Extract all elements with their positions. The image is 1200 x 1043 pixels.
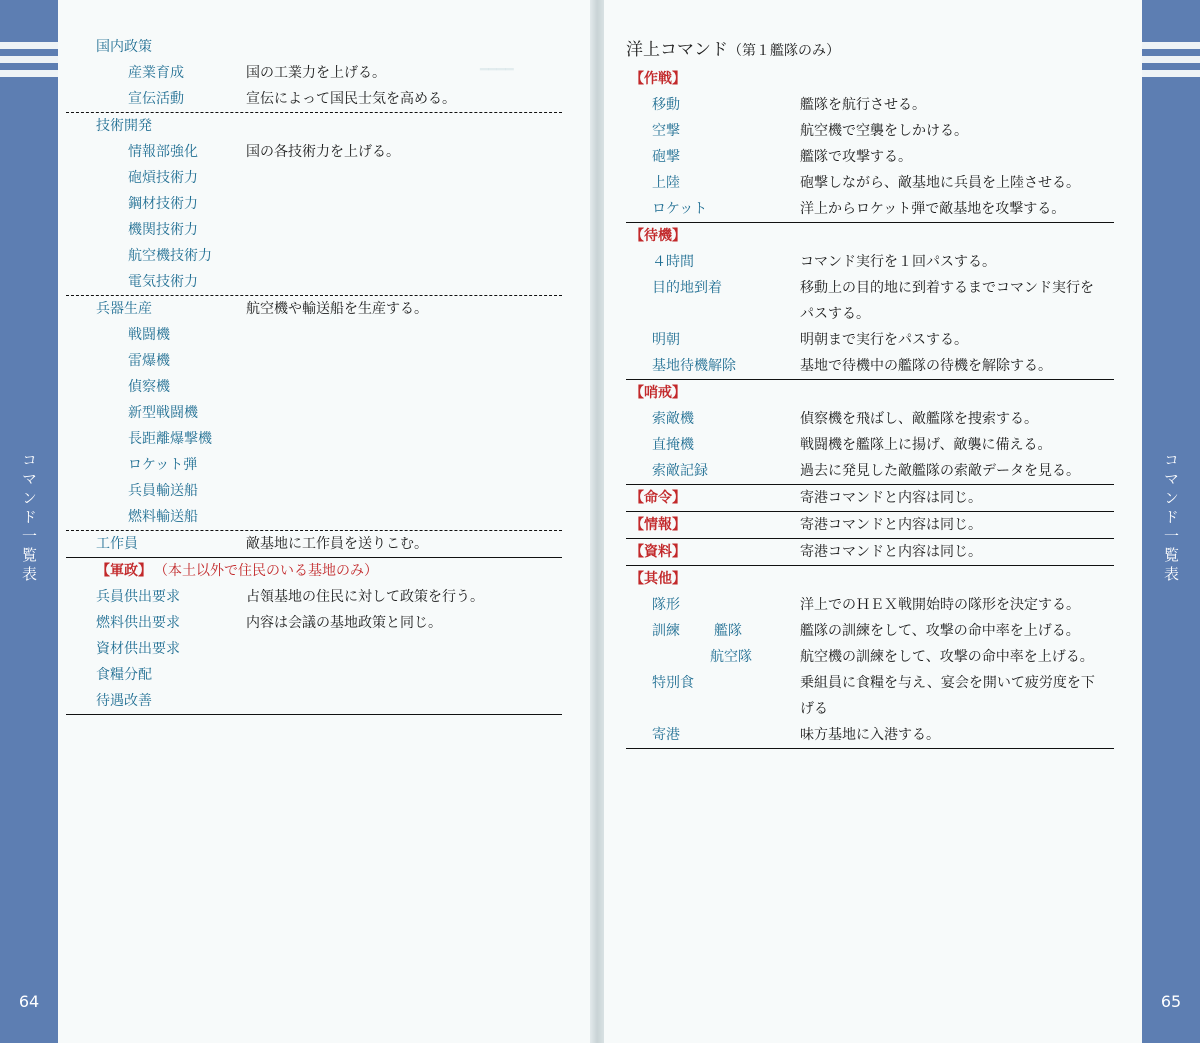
ghost-text: ━━━━	[480, 62, 514, 78]
command-description: 基地で待機中の艦隊の待機を解除する。	[800, 358, 1052, 374]
command-label: 産業育成	[128, 65, 184, 81]
right-page-number: 65	[1160, 992, 1182, 1011]
command-label: 雷爆機	[128, 353, 170, 369]
command-row	[626, 644, 1114, 670]
command-row	[66, 558, 562, 584]
command-row	[626, 327, 1114, 353]
command-description: 国の各技術力を上げる。	[246, 144, 400, 160]
command-row	[66, 86, 562, 113]
command-row	[66, 374, 562, 400]
command-label: 兵員供出要求	[96, 589, 180, 605]
command-row	[626, 118, 1114, 144]
left-side-label: コマンド一覧表	[20, 452, 38, 585]
category-label: 【資料】	[630, 544, 686, 560]
category-label: 【待機】	[630, 228, 686, 244]
command-label: 航空機技術力	[128, 248, 212, 264]
command-label: 目的地到着	[652, 280, 722, 296]
command-description: パスする。	[800, 306, 870, 322]
command-label: 戦闘機	[128, 327, 170, 343]
command-description: 移動上の目的地に到着するまでコマンド実行を	[800, 280, 1094, 296]
command-description: 航空機で空襲をしかける。	[800, 123, 968, 139]
command-label: ロケット	[652, 201, 708, 217]
command-label: 索敵記録	[652, 463, 708, 479]
command-description: 航空機の訓練をして、攻撃の命中率を上げる。	[800, 649, 1094, 665]
command-description: 寄港コマンドと内容は同じ。	[800, 544, 982, 560]
command-sublabel: 航空隊	[710, 649, 752, 665]
command-label: 技術開発	[96, 118, 152, 134]
command-row	[626, 353, 1114, 380]
command-row	[626, 170, 1114, 196]
right-command-list	[626, 34, 1114, 749]
command-label: 特別食	[652, 675, 694, 691]
command-description: 寄港コマンドと内容は同じ。	[800, 517, 982, 533]
command-row	[66, 504, 562, 531]
command-row	[66, 662, 562, 688]
command-row	[626, 249, 1114, 275]
command-row	[66, 191, 562, 217]
command-row	[66, 584, 562, 610]
command-description: 占領基地の住民に対して政策を行う。	[246, 589, 484, 605]
command-label: 兵員輸送船	[128, 483, 198, 499]
command-row	[66, 217, 562, 243]
command-description: 艦隊で攻撃する。	[800, 149, 912, 165]
command-description: 寄港コマンドと内容は同じ。	[800, 490, 982, 506]
title-text: 洋上コマンド	[626, 40, 728, 60]
command-label: 機関技術力	[128, 222, 198, 238]
command-label: 鋼材技術力	[128, 196, 198, 212]
command-row	[66, 269, 562, 296]
command-label: 砲撃	[652, 149, 680, 165]
command-label: 工作員	[96, 536, 138, 552]
category-label: 【其他】	[630, 571, 686, 587]
command-description: 過去に発見した敵艦隊の索敵データを見る。	[800, 463, 1080, 479]
command-row	[626, 92, 1114, 118]
command-description: 内容は会議の基地政策と同じ。	[246, 615, 442, 631]
command-label: 資材供出要求	[96, 641, 180, 657]
left-page-number: 64	[18, 992, 40, 1011]
command-sublabel: 艦隊	[714, 623, 742, 639]
command-description: 戦闘機を艦隊上に揚げ、敵襲に備える。	[800, 437, 1052, 453]
command-label: 長距離爆撃機	[128, 431, 212, 447]
command-description: 乗組員に食糧を与え、宴会を開いて疲労度を下	[800, 675, 1095, 691]
command-row	[66, 610, 562, 636]
command-row	[626, 275, 1114, 301]
command-label: 食糧分配	[96, 667, 152, 683]
command-label: 燃料輸送船	[128, 509, 198, 525]
command-description: 砲撃しながら、敵基地に兵員を上陸させる。	[800, 175, 1080, 191]
command-row	[626, 223, 1114, 249]
command-label: 明朝	[652, 332, 680, 348]
command-row	[66, 139, 562, 165]
command-label: 隊形	[652, 597, 680, 613]
category-label: 【哨戒】	[630, 385, 686, 401]
right-rows	[626, 66, 1114, 749]
command-description: 航空機や輸送船を生産する。	[246, 301, 428, 317]
command-label: 寄港	[652, 727, 680, 743]
command-label: 偵察機	[128, 379, 170, 395]
right-side-label: コマンド一覧表	[1162, 452, 1180, 585]
command-label: ４時間	[652, 254, 694, 270]
command-label: 直掩機	[652, 437, 694, 453]
title-note: （第１艦隊のみ）	[728, 43, 840, 59]
tab-stripes	[0, 42, 58, 84]
command-row	[66, 478, 562, 504]
command-row	[626, 458, 1114, 485]
command-row	[66, 34, 562, 60]
command-row	[66, 348, 562, 374]
right-side-tab	[1142, 0, 1200, 1043]
command-label: 宣伝活動	[128, 91, 184, 107]
command-label: 燃料供出要求	[96, 615, 180, 631]
command-row	[66, 636, 562, 662]
command-row	[626, 618, 1114, 644]
command-row	[626, 485, 1114, 512]
command-row	[626, 592, 1114, 618]
category-label: 【作戦】	[630, 71, 686, 87]
category-note: （本土以外で住民のいる基地のみ）	[154, 563, 378, 579]
command-label: ロケット弾	[128, 457, 198, 473]
command-description: 艦隊の訓練をして、攻撃の命中率を上げる。	[800, 623, 1080, 639]
command-label: 情報部強化	[128, 144, 198, 160]
command-description: 宣伝によって国民士気を高める。	[246, 91, 456, 107]
command-label: 基地待機解除	[652, 358, 736, 374]
command-description: げる	[800, 701, 828, 717]
command-row	[626, 512, 1114, 539]
command-row	[626, 566, 1114, 592]
category-label: 【命令】	[630, 490, 686, 506]
command-row	[626, 696, 1114, 722]
command-row	[626, 380, 1114, 406]
category-label: 【軍政】	[96, 563, 152, 579]
left-command-list	[66, 34, 562, 715]
command-row	[66, 452, 562, 478]
command-label: 上陸	[652, 175, 680, 191]
left-side-tab	[0, 0, 58, 1043]
command-description: 味方基地に入港する。	[800, 727, 940, 743]
command-row	[626, 144, 1114, 170]
command-row	[626, 670, 1114, 696]
command-label: 移動	[652, 97, 680, 113]
command-row	[66, 113, 562, 139]
command-row	[66, 400, 562, 426]
command-row	[626, 539, 1114, 566]
command-label: 兵器生産	[96, 301, 152, 317]
tab-stripes	[1142, 42, 1200, 84]
command-description: 明朝まで実行をパスする。	[800, 332, 968, 348]
command-description: 偵察機を飛ばし、敵艦隊を捜索する。	[800, 411, 1038, 427]
command-label: 索敵機	[652, 411, 694, 427]
command-row	[66, 60, 562, 86]
command-label: 砲熕技術力	[128, 170, 198, 186]
command-description: コマンド実行を１回パスする。	[800, 254, 996, 270]
command-row	[626, 196, 1114, 223]
command-row	[626, 301, 1114, 327]
command-row	[626, 406, 1114, 432]
command-row	[626, 432, 1114, 458]
section-title	[626, 34, 1114, 66]
command-description: 洋上からロケット弾で敵基地を攻撃する。	[800, 201, 1066, 217]
command-label: 空撃	[652, 123, 680, 139]
command-row	[66, 165, 562, 191]
command-row	[66, 243, 562, 269]
command-label: 電気技術力	[128, 274, 198, 290]
category-label: 【情報】	[630, 517, 686, 533]
command-description: 国の工業力を上げる。	[246, 65, 386, 81]
command-label: 新型戦闘機	[128, 405, 198, 421]
command-row	[66, 296, 562, 322]
command-row	[66, 322, 562, 348]
command-row	[626, 722, 1114, 749]
command-description: 艦隊を航行させる。	[800, 97, 926, 113]
command-row	[626, 66, 1114, 92]
command-row	[66, 426, 562, 452]
right-page	[604, 0, 1200, 1043]
command-label: 訓練	[652, 623, 680, 639]
command-row	[66, 688, 562, 715]
command-description: 洋上でのＨＥＸ戦開始時の隊形を決定する。	[800, 597, 1080, 613]
command-description: 敵基地に工作員を送りこむ。	[246, 536, 428, 552]
command-label: 待遇改善	[96, 693, 152, 709]
command-label: 国内政策	[96, 39, 152, 55]
left-page	[0, 0, 592, 1043]
command-row	[66, 531, 562, 558]
